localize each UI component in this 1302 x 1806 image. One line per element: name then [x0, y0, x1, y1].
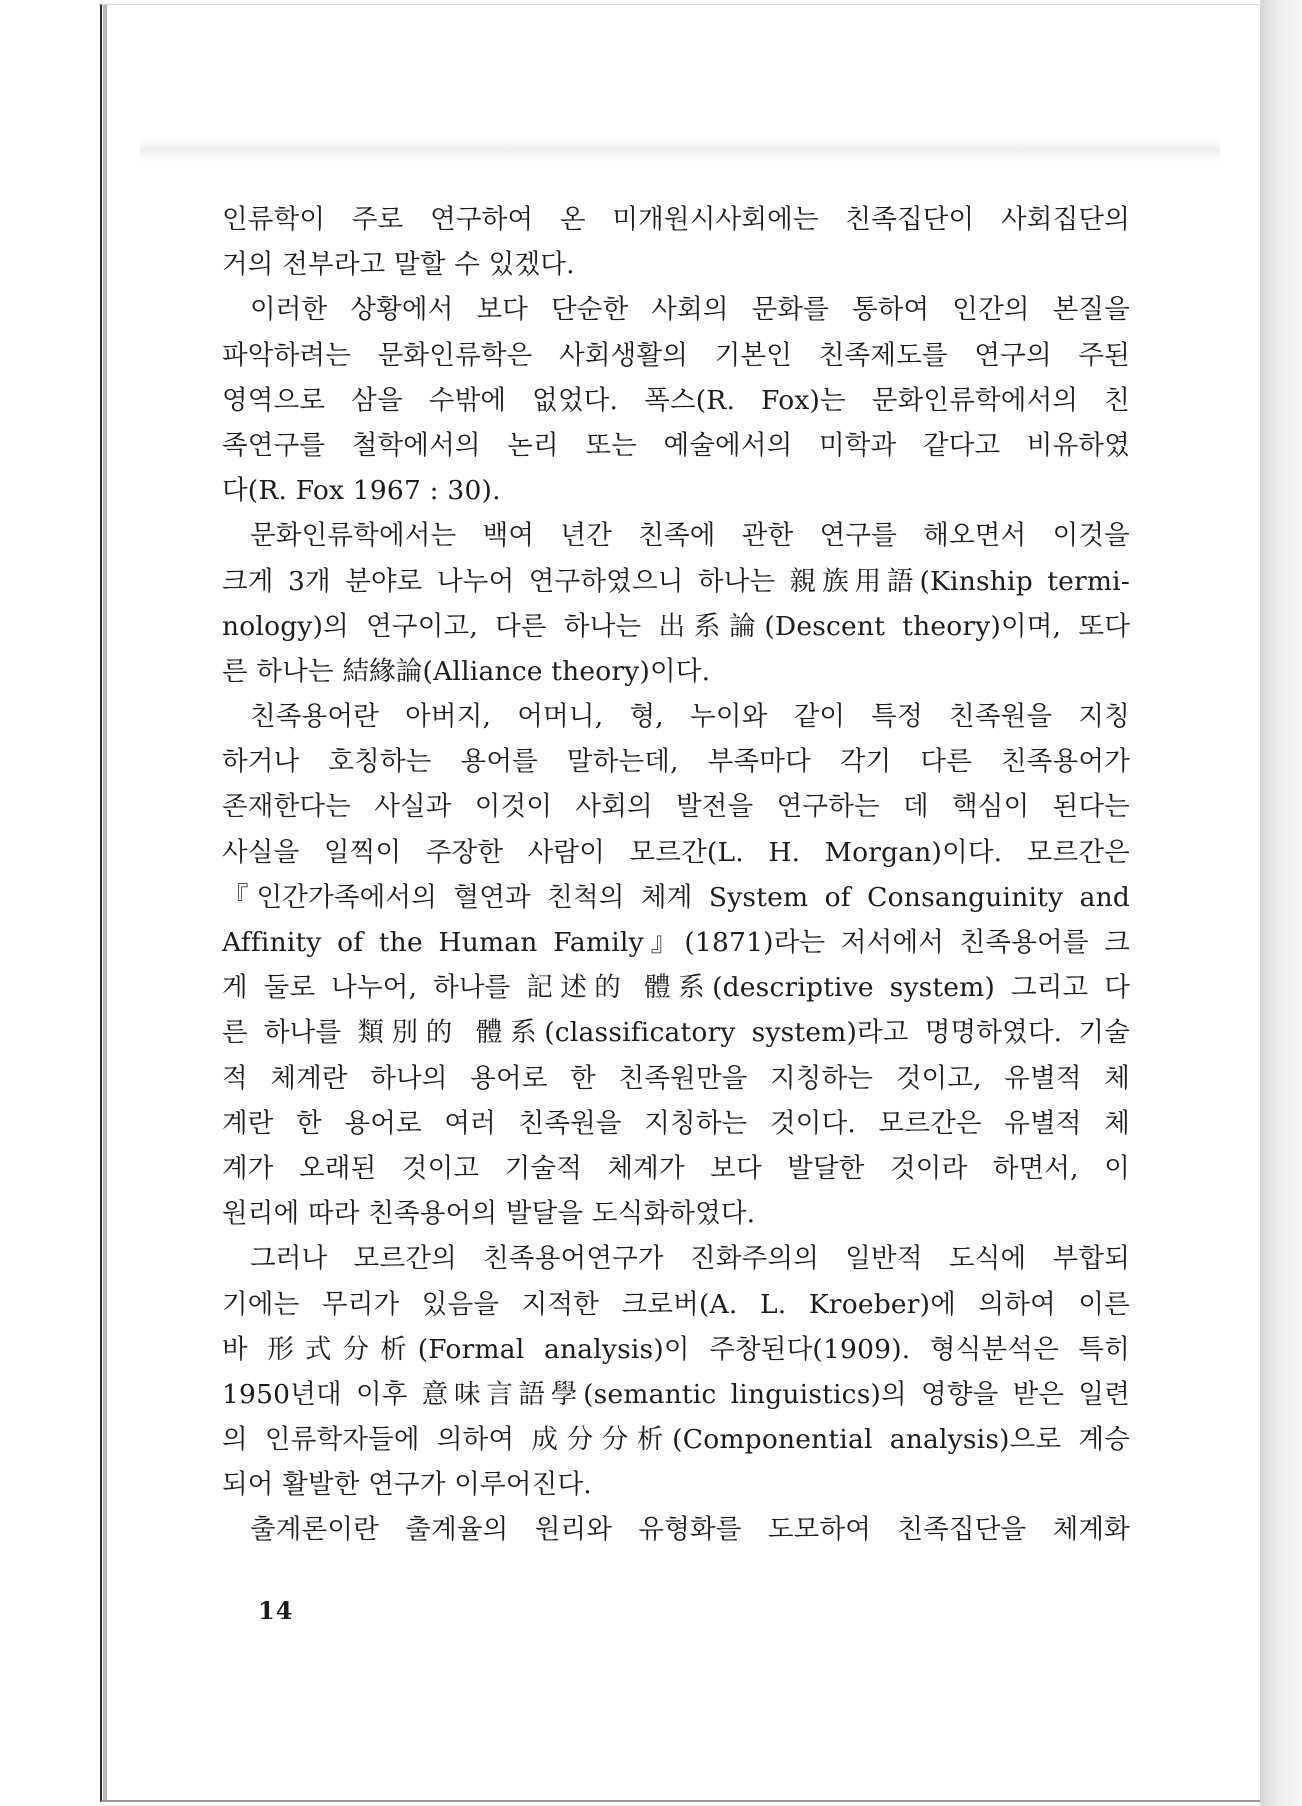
text-line: 문화인류학에서는 백여 년간 친족에 관한 연구를 해오면서 이것을: [250, 520, 1130, 552]
text-line: nology)의 연구이고, 다른 하나는 出系論(Descent theory)이며, 또다: [222, 610, 1130, 642]
page-edge-shadow: [1260, 0, 1302, 1806]
text-line: 사실을 일찍이 주장한 사람이 모르간(L. H. Morgan)이다. 모르간은: [222, 836, 1130, 868]
text-line: 게 둘로 나누어, 하나를 記述的 體系(descriptive system) 그리고 다: [222, 972, 1130, 1004]
text-line: 영역으로 삼을 수밖에 없었다. 폭스(R. Fox)는 문화인류학에서의 친: [222, 384, 1130, 416]
text-line: 다(R. Fox 1967 : 30).: [222, 475, 501, 507]
text-line: 존재한다는 사실과 이것이 사회의 발전을 연구하는 데 핵심이 된다는: [222, 791, 1130, 823]
text-line: 이러한 상황에서 보다 단순한 사회의 문화를 통하여 인간의 본질을: [250, 294, 1130, 326]
text-line: Affinity of the Human Family』(1871)라는 저서에서 친족용어를 크: [222, 927, 1130, 958]
text-line: 그러나 모르간의 친족용어연구가 진화주의의 일반적 도식에 부합되: [250, 1243, 1130, 1275]
text-line: 계란 한 용어로 여러 친족원을 지칭하는 것이다. 모르간은 유별적 체: [222, 1107, 1130, 1139]
text-line: 거의 전부라고 말할 수 있겠다.: [222, 249, 575, 281]
scan-artifact-band: [140, 138, 1220, 162]
text-line: 적 체계란 하나의 용어로 한 친족원만을 지칭하는 것이고, 유별적 체: [222, 1062, 1130, 1094]
text-line: 친족용어란 아버지, 어머니, 형, 누이와 같이 특정 친족원을 지칭: [250, 701, 1130, 733]
text-line: 바 形式分析(Formal analysis)이 주창된다(1909). 형식분석은 특히: [222, 1333, 1130, 1365]
text-line: 원리에 따라 친족용어의 발달을 도식화하였다.: [222, 1198, 756, 1230]
text-line: 『인간가족에서의 혈연과 친척의 체계 System of Consanguinity and: [222, 881, 1130, 913]
text-line: 되어 활발한 연구가 이루어진다.: [222, 1469, 592, 1501]
text-line: 1950년대 이후 意味言語學(semantic linguistics)의 영향을 받은 일련: [222, 1378, 1130, 1410]
text-line: 른 하나는 結緣論(Alliance theory)이다.: [222, 655, 711, 687]
body-text: [222, 197, 1130, 1553]
text-line: 출계론이란 출계율의 원리와 유형화를 도모하여 친족집단을 체계화: [250, 1514, 1130, 1546]
text-line: 파악하려는 문화인류학은 사회생활의 기본인 친족제도를 연구의 주된: [222, 339, 1130, 371]
text-line: 기에는 무리가 있음을 지적한 크로버(A. L. Kroeber)에 의하여 이른: [222, 1288, 1130, 1320]
text-line: 의 인류학자들에 의하여 成分分析(Componential analysis)으로 계승: [222, 1424, 1130, 1456]
text-line: 하거나 호칭하는 용어를 말하는데, 부족마다 각기 다른 친족용어가: [222, 746, 1130, 778]
text-line: 족연구를 철학에서의 논리 또는 예술에서의 미학과 같다고 비유하였: [222, 429, 1130, 461]
text-line: 인류학이 주로 연구하여 온 미개원시사회에는 친족집단이 사회집단의: [222, 204, 1130, 235]
text-line: 크게 3개 분야로 나누어 연구하였으니 하나는 親族用語(Kinship termi-: [222, 565, 1130, 597]
text-line: 계가 오래된 것이고 기술적 체계가 보다 발달한 것이라 하면서, 이: [222, 1152, 1130, 1184]
text-line: 른 하나를 類別的 體系(classificatory system)라고 명명하였다. 기술: [222, 1017, 1130, 1049]
page-number: 14: [258, 1596, 294, 1625]
